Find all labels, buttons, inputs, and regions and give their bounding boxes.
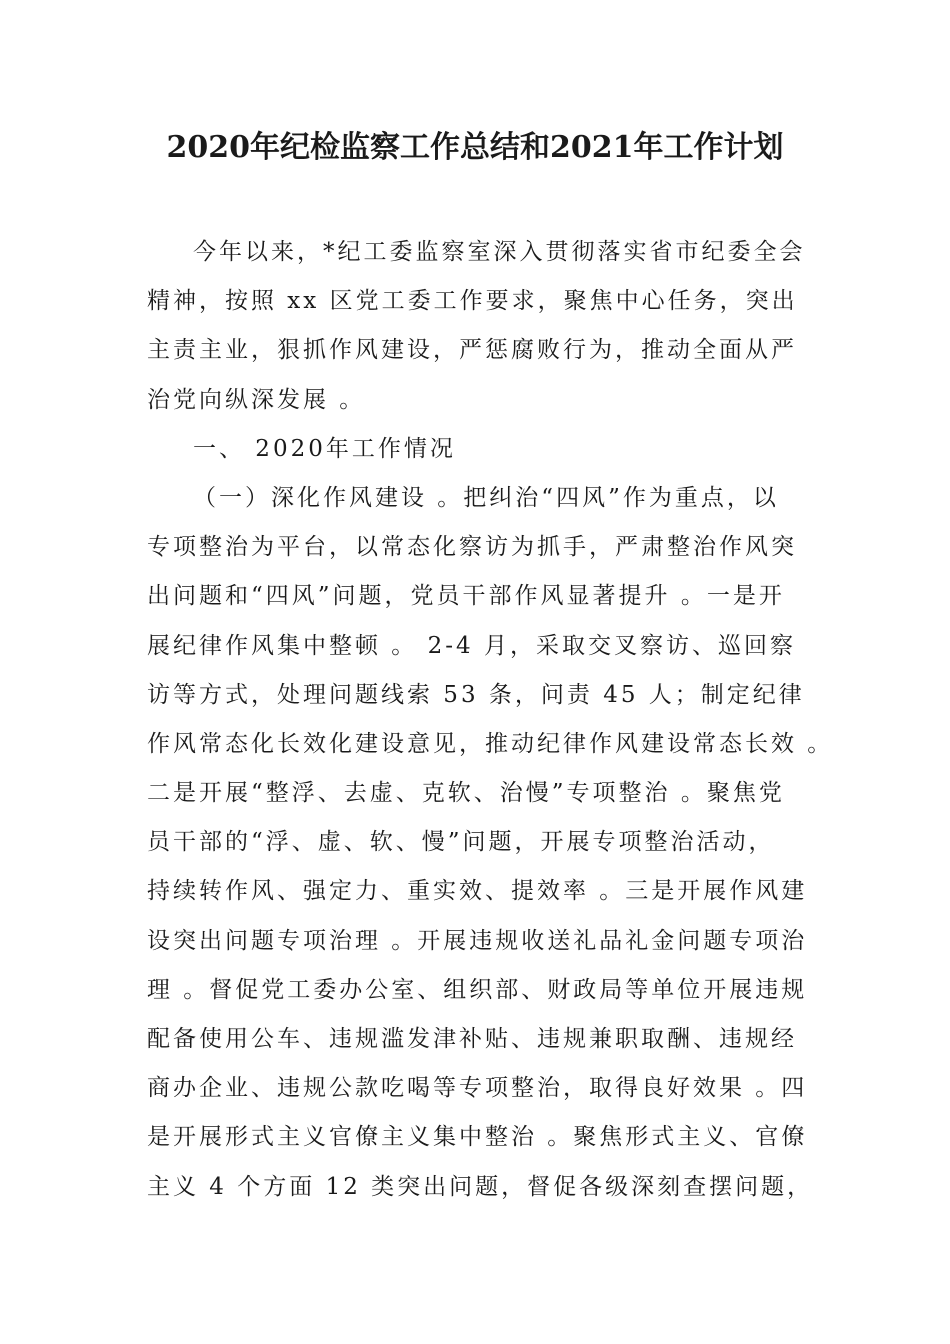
body-line: 作风常态化长效化建设意见，推动纪律作风建设常态长效 。 bbox=[147, 730, 834, 757]
body-line: 主责主业，狠抓作风建设，严惩腐败行为，推动全面从严 bbox=[147, 337, 797, 364]
body-line: 展纪律作风集中整顿 。 2-4 月，采取交叉察访、巡回察 bbox=[147, 632, 796, 659]
body-line: （一）深化作风建设 。把纠治“四风”作为重点，以 bbox=[193, 484, 779, 511]
body-line: 是开展形式主义官僚主义集中整治 。聚焦形式主义、官僚 bbox=[147, 1124, 808, 1151]
body-line: 商办企业、违规公款吃喝等专项整治，取得良好效果 。四 bbox=[147, 1075, 808, 1102]
document-title: 2020年纪检监察工作总结和2021年工作计划 bbox=[166, 130, 784, 165]
body-line: 出问题和“四风”问题，党员干部作风显著提升 。一是开 bbox=[147, 583, 785, 610]
body-line: 主义 4 个方面 12 类突出问题，督促各级深刻查摆问题， bbox=[147, 1173, 814, 1200]
body-line: 治党向纵深发展 。 bbox=[147, 386, 366, 413]
body-line: 员干部的“浮、虚、软、慢”问题，开展专项整治活动， bbox=[147, 829, 775, 856]
document-body bbox=[147, 228, 834, 1212]
body-line: 持续转作风、强定力、重实效、提效率 。三是开展作风建 bbox=[147, 878, 808, 905]
body-line: 访等方式，处理问题线索 53 条，问责 45 人；制定纪律 bbox=[147, 681, 805, 708]
body-line: 专项整治为平台，以常态化察访为抓手，严肃整治作风突 bbox=[147, 534, 797, 561]
body-line: 配备使用公车、违规滥发津补贴、违规兼职取酬、违规经 bbox=[147, 1026, 797, 1052]
body-line: 一、 2020年工作情况 bbox=[193, 435, 456, 462]
body-line: 今年以来，*纪工委监察室深入贯彻落实省市纪委全会 bbox=[193, 239, 806, 265]
body-line: 精神，按照 xx 区党工委工作要求，聚焦中心任务，突出 bbox=[147, 288, 798, 315]
body-line: 二是开展“整浮、去虚、克软、治慢”专项整治 。聚焦党 bbox=[147, 780, 785, 807]
body-line: 设突出问题专项治理 。开展违规收送礼品礼金问题专项治 bbox=[147, 927, 808, 954]
body-line: 理 。督促党工委办公室、组织部、财政局等单位开展违规 bbox=[147, 976, 808, 1003]
